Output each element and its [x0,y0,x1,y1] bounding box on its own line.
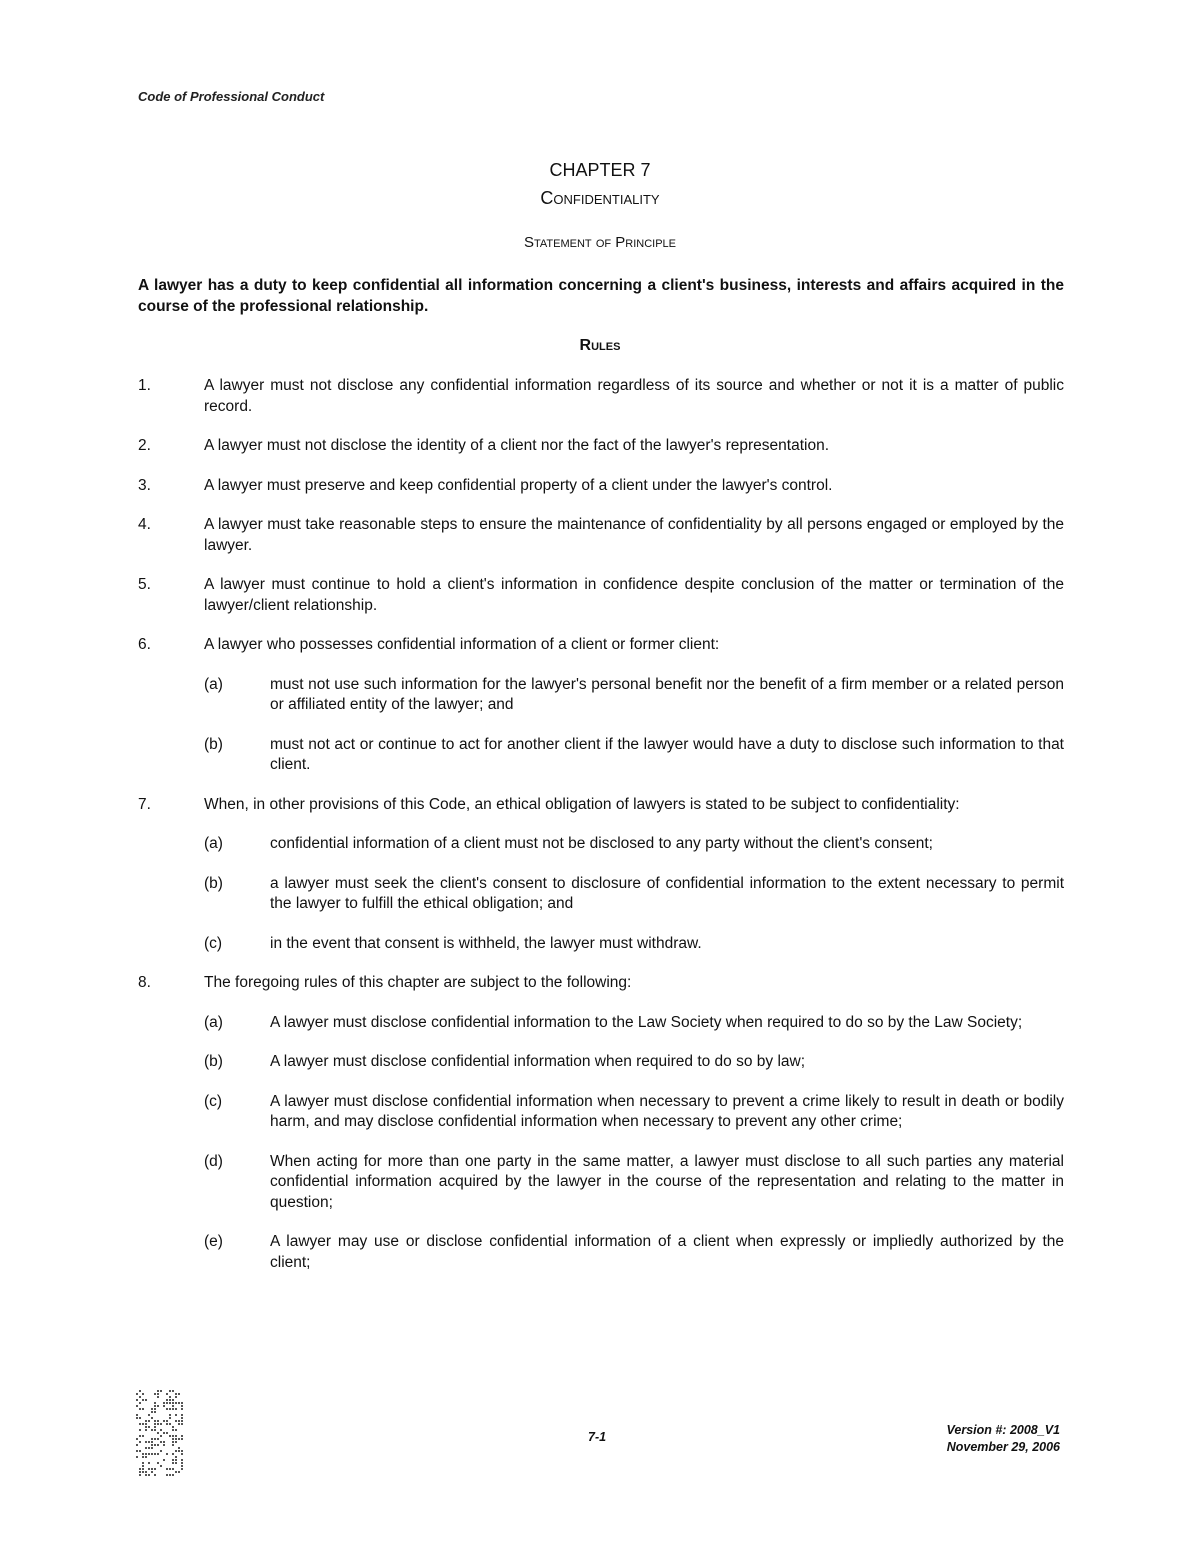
subrule-letter: (a) [204,835,223,852]
subrule-item [204,934,1064,955]
rule-text: The foregoing rules of this chapter are subject to the following: [204,974,632,991]
subrule-letter: (c) [204,1092,223,1110]
version-date: November 29, 2006 [946,1440,1060,1454]
subrule-text: must not use such information for the lawyer's personal benefit nor the benefit of a firm member or a related person or affiliated entity of the lawyer; and [270,675,1064,713]
rule-body [204,795,1064,955]
rule-number: 2. [138,437,151,454]
subrule-letter: (e) [204,1233,223,1250]
subrule-item [204,1013,1064,1034]
chapter-title: Confidentiality [540,188,660,208]
rules-list [138,376,1064,1292]
subrule-list [204,834,1064,954]
rule-number: 3. [138,476,151,494]
rule-text: A lawyer must continue to hold a client's information in confidence despite conclusion of the matter or termination of the lawyer/client relationship. [204,576,1064,614]
rule-item [138,376,1064,417]
principle-heading: Statement of Principle [524,234,676,251]
rule-body [204,575,1064,616]
rules-heading: Rules [579,337,621,354]
rule-body [204,515,1064,556]
rule-text: A lawyer must take reasonable steps to ensure the maintenance of confidentiality by all persons engaged or employed by the lawyer. [204,516,1064,554]
subrule-item [204,1052,1064,1073]
subrule-item [204,1232,1064,1273]
rule-number: 7. [138,795,151,813]
subrule-letter: (a) [204,1013,223,1031]
page-number: 7-1 [588,1430,607,1444]
subrule-letter: (b) [204,874,223,892]
chapter-number: CHAPTER 7 [549,160,651,180]
version-info [947,1422,1061,1456]
rule-body [204,476,1064,497]
rule-text: A lawyer must not disclose any confidential information regardless of its source and whether or not it is a matter of public record. [204,377,1064,415]
subrule-text: A lawyer must disclose confidential information when required to do so by law; [270,1053,806,1070]
rule-text: A lawyer who possesses confidential information of a client or former client: [204,636,720,653]
rule-body [204,436,1064,457]
subrule-letter: (a) [204,675,223,693]
rule-item [138,515,1064,556]
rule-body [204,376,1064,417]
subrule-item [204,834,1064,855]
rule-text: A lawyer must not disclose the identity of a client nor the fact of the lawyer's representation. [204,437,830,454]
running-header: Code of Professional Conduct [138,89,325,104]
subrule-letter: (b) [204,735,223,753]
rule-number: 1. [138,377,151,394]
subrule-item [204,675,1064,716]
subrule-text: A lawyer must disclose confidential information when necessary to prevent a crime likely to result in death or bodily harm, and may disclose confidential information when necessary to prevent any other crime; [270,1092,1064,1130]
rule-item [138,476,1064,497]
subrule-text: a lawyer must seek the client's consent to disclosure of confidential information to the extent necessary to permit the lawyer to fulfill the ethical obligation; and [270,874,1064,912]
rule-body [204,635,1064,776]
subrule-item [204,1152,1064,1214]
subrule-list [204,1013,1064,1274]
principle-statement: A lawyer has a duty to keep confidential all information concerning a client's business, interests and affairs acquired in the course of the professional relationship. [138,277,1064,315]
subrule-letter: (d) [204,1152,223,1170]
rule-body [204,973,1064,1273]
subrule-item [204,1092,1064,1133]
rule-number: 5. [138,576,151,593]
subrule-text: confidential information of a client must not be disclosed to any party without the client's consent; [270,835,933,852]
rule-number: 4. [138,516,151,533]
rule-item [138,575,1064,616]
barcode-stamp [136,1390,184,1476]
version-number: Version #: 2008_V1 [946,1423,1060,1437]
subrule-text: in the event that consent is withheld, the lawyer must withdraw. [270,934,702,952]
rule-text: A lawyer must preserve and keep confidential property of a client under the lawyer's control. [204,476,833,494]
subrule-list [204,675,1064,776]
subrule-text: A lawyer must disclose confidential information to the Law Society when required to do so by the Law Society; [270,1013,1023,1031]
rule-item [138,436,1064,457]
rule-item [138,795,1064,955]
subrule-item [204,735,1064,776]
subrule-text: must not act or continue to act for another client if the lawyer would have a duty to disclose such information to that client. [270,735,1064,773]
rule-item [138,973,1064,1273]
subrule-text: A lawyer may use or disclose confidential information of a client when expressly or impliedly authorized by the client; [270,1233,1064,1271]
subrule-item [204,874,1064,915]
subrule-letter: (c) [204,934,223,952]
rule-text: When, in other provisions of this Code, an ethical obligation of lawyers is stated to be subject to confidentiality: [204,795,960,813]
rule-number: 8. [138,974,151,991]
subrule-letter: (b) [204,1053,223,1070]
rule-number: 6. [138,636,151,653]
rule-item [138,635,1064,776]
subrule-text: When acting for more than one party in the same matter, a lawyer must disclose to all such parties any material confidential information acquired by the lawyer in the course of the representation and relating to the matter in question; [270,1152,1064,1211]
